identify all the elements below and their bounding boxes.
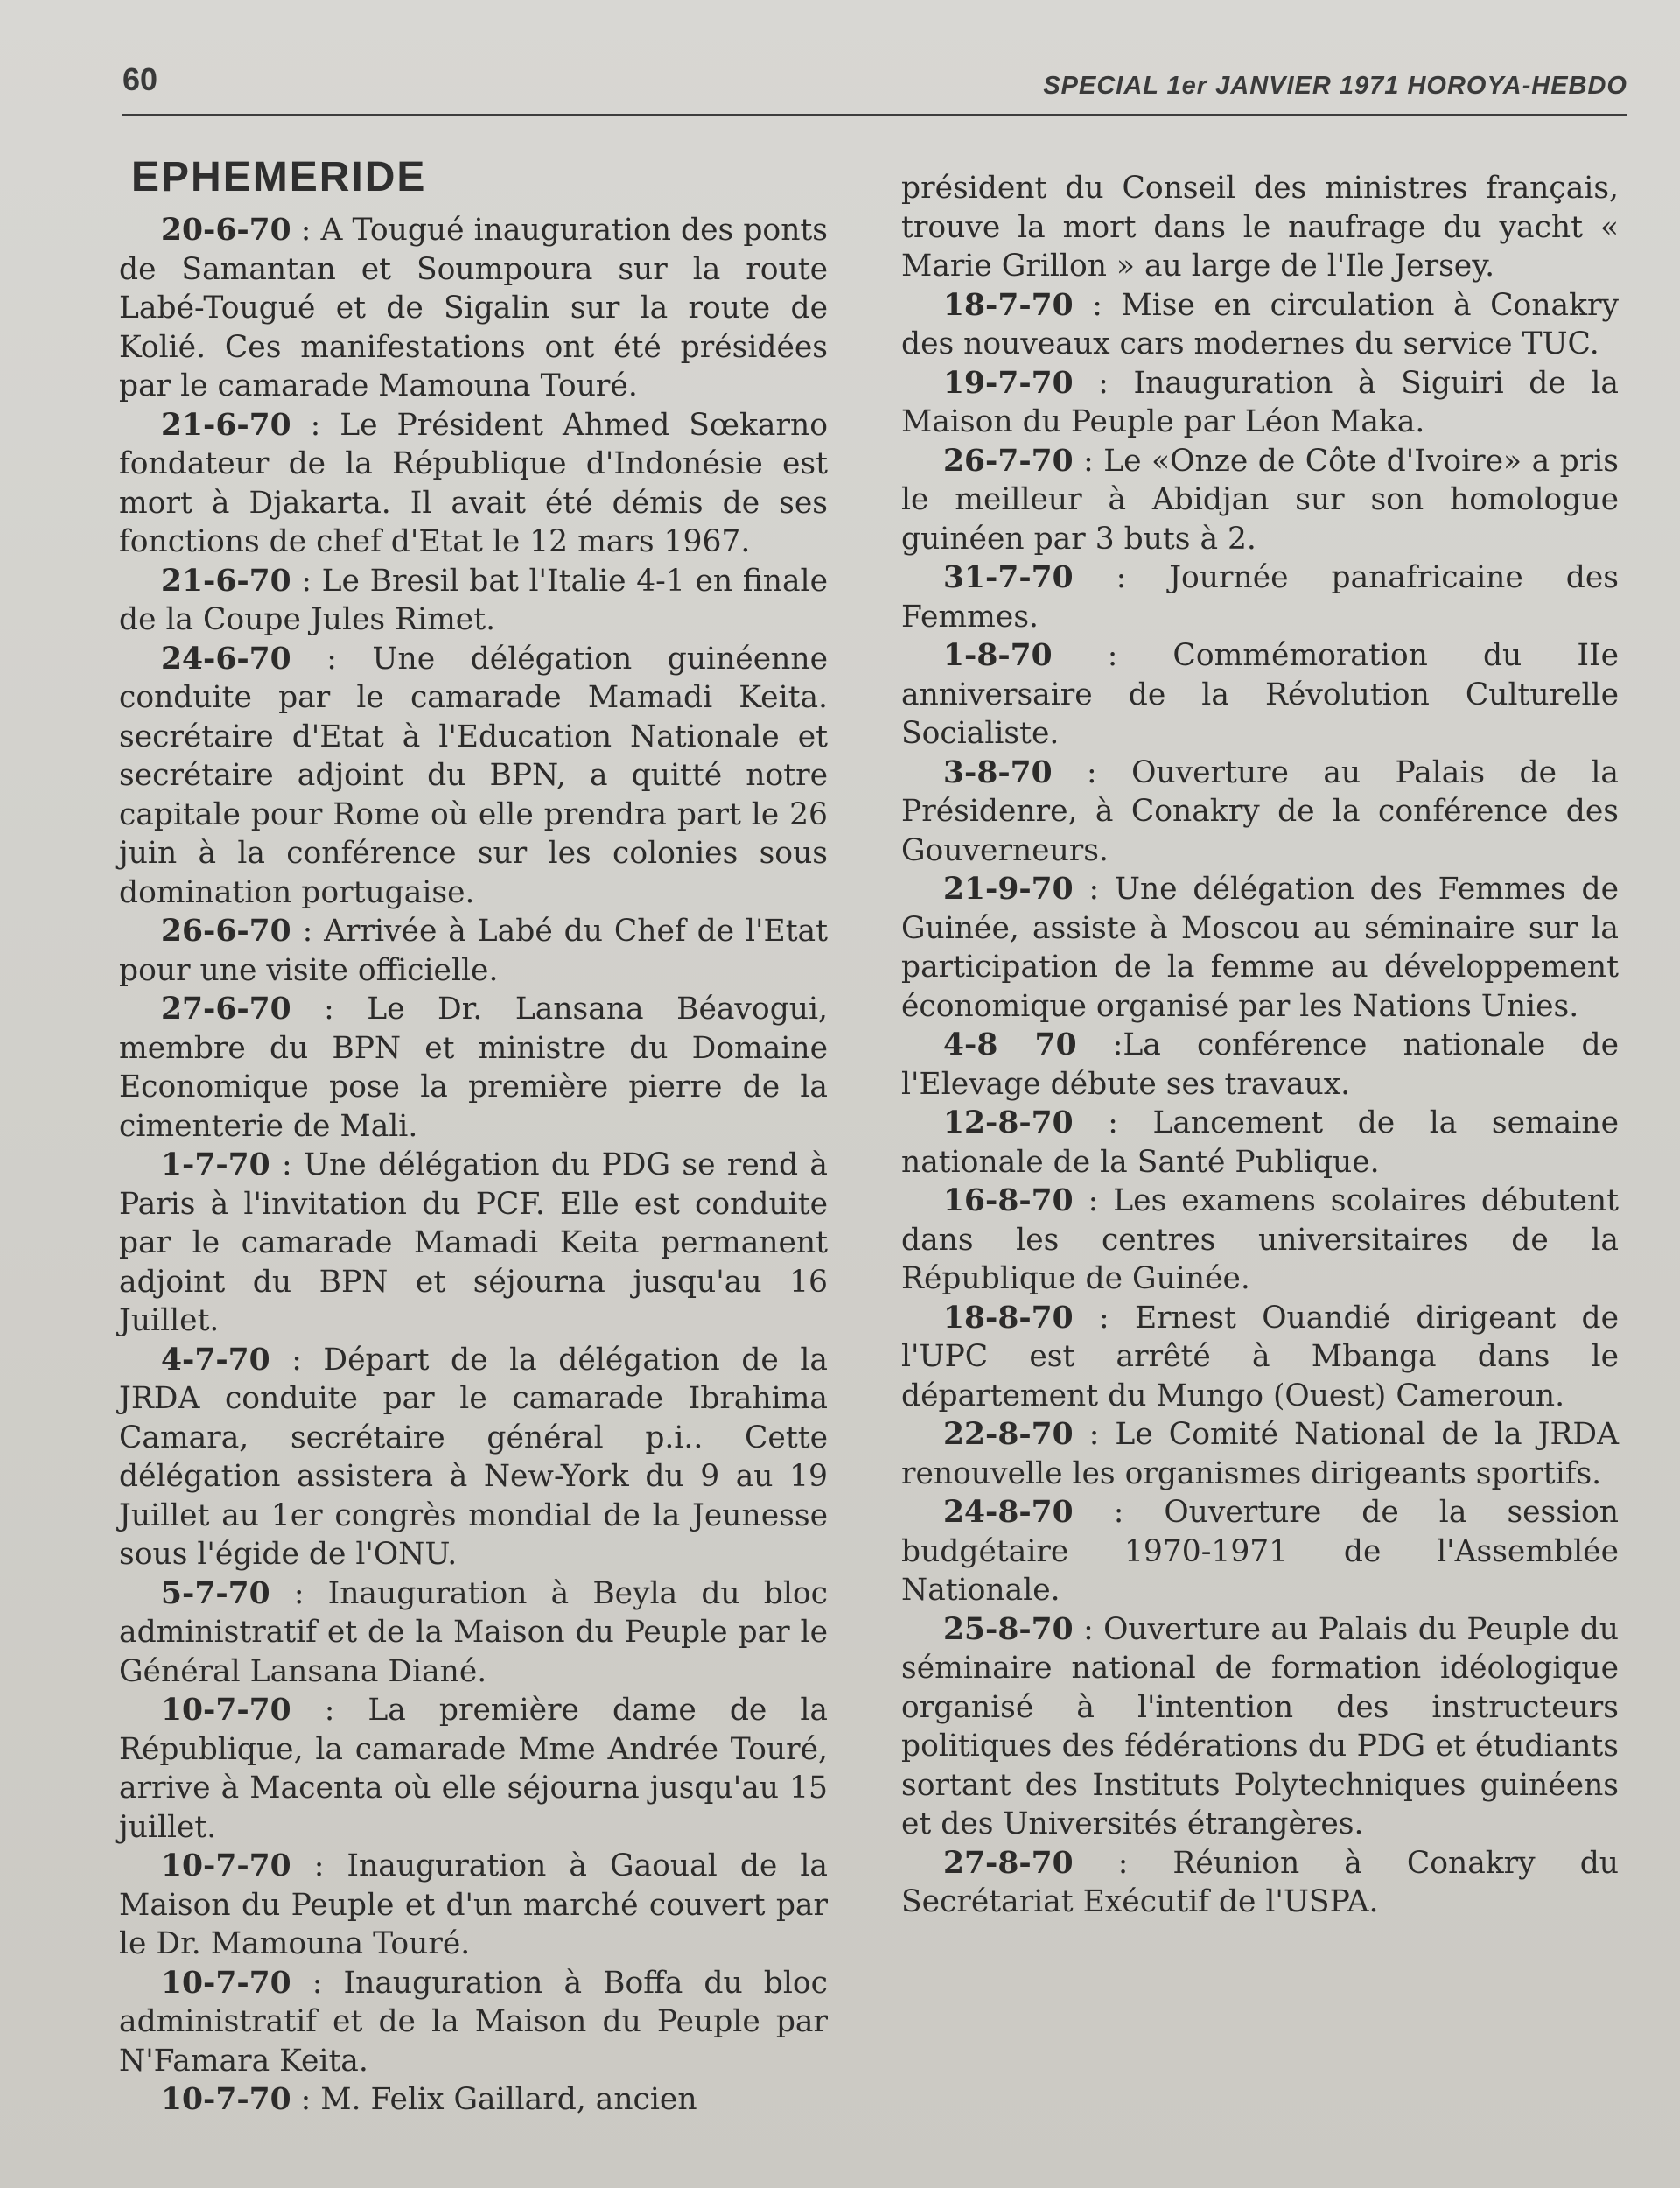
ephemeride-entry <box>901 1415 1619 1493</box>
ephemeride-entry <box>901 1610 1619 1844</box>
entry-text: : Réunion à Conakry du Secrétariat Exécutif de l'USPA. <box>901 1845 1619 1919</box>
ephemeride-entry <box>901 364 1619 442</box>
entry-date: 21-6-70 <box>161 407 291 443</box>
entry-text: : M. Felix Gaillard, ancien <box>290 2082 697 2117</box>
entry-text: : Ouverture de la session budgétaire 1970-1971 de l'Assemblée Nationale. <box>901 1495 1619 1608</box>
page-number: 60 <box>122 61 158 97</box>
entry-text: : Le Dr. Lansana Béavogui, membre du BPN et ministre du Domaine Economique pose la première pierre de la cimenterie de Mali. <box>119 992 828 1144</box>
entry-text: : La première dame de la République, la camarade Mme Andrée Touré, arrive à Macenta où elle séjourna jusqu'au 15 juillet. <box>119 1693 828 1845</box>
ephemeride-entry <box>901 558 1619 636</box>
entry-text: : Mise en circulation à Conakry des nouveaux cars modernes du service TUC. <box>901 287 1619 361</box>
ephemeride-entry <box>119 1964 828 2081</box>
entry-date: 19-7-70 <box>943 365 1074 401</box>
entry-date: 16-8-70 <box>943 1183 1074 1218</box>
ephemeride-entry <box>901 1104 1619 1182</box>
right-column <box>901 169 1619 1922</box>
ephemeride-entry <box>901 1299 1619 1416</box>
ephemeride-entry <box>901 169 1619 286</box>
entry-text: : Ouverture au Palais de la Présidenre, à Conakry de la conférence des Gouverneurs. <box>901 754 1619 868</box>
entry-date: 3-8-70 <box>943 754 1053 790</box>
entry-text: : Lancement de la semaine nationale de la Santé Publique. <box>901 1105 1619 1180</box>
ephemeride-entry <box>901 1026 1619 1104</box>
ephemeride-entry <box>901 442 1619 559</box>
entry-text: : Arrivée à Labé du Chef de l'Etat pour une visite officielle. <box>119 914 828 988</box>
entry-date: 20-6-70 <box>161 213 291 248</box>
entry-date: 24-6-70 <box>161 641 291 677</box>
entry-text: : Le Président Ahmed Sœkarno fondateur de la République d'Indonésie est mort à Djakarta. Il avait été démis de ses fonctions de chef d'Etat le 12 mars 1967. <box>119 407 828 559</box>
entry-date: 27-8-70 <box>943 1845 1074 1881</box>
entry-date: 5-7-70 <box>161 1575 270 1611</box>
entry-text: : Une délégation du PDG se rend à Paris à l'invitation du PCF. Elle est conduite par le camarade Mamadi Keita permanent adjoint du BPN et séjourna jusqu'au 16 Juillet. <box>119 1147 828 1338</box>
ephemeride-entry <box>119 640 828 913</box>
entry-text: : Commémoration du IIe anniversaire de la Révolution Culturelle Socialiste. <box>901 638 1619 751</box>
ephemeride-entry <box>119 211 828 406</box>
publication-title: SPECIAL 1er JANVIER 1971 HOROYA-HEBDO <box>1043 72 1628 100</box>
entry-text: : Inauguration à Gaoual de la Maison du Peuple et d'un marché couvert par le Dr. Mamouna Touré. <box>119 1848 828 1961</box>
entry-date: 27-6-70 <box>161 992 291 1027</box>
entry-text: : Une délégation guinéenne conduite par le camarade Mamadi Keita. secrétaire d'Etat à l'Education Nationale et secrétaire adjoint du BPN, a quitté notre capitale pour Rome où elle prendra part le 26 juin à la conférence sur les colonies sous domination portugaise. <box>119 641 828 910</box>
entry-date: 10-7-70 <box>161 2082 291 2117</box>
entry-date: 21-9-70 <box>943 872 1074 907</box>
entry-date: 24-8-70 <box>943 1495 1074 1530</box>
entry-date: 4-7-70 <box>161 1342 270 1378</box>
entry-date: 31-7-70 <box>943 560 1074 595</box>
entry-date: 12-8-70 <box>943 1105 1074 1140</box>
ephemeride-entry <box>901 754 1619 871</box>
entry-date: 18-8-70 <box>943 1300 1074 1336</box>
ephemeride-entry <box>119 1341 828 1574</box>
ephemeride-entry <box>119 1691 828 1847</box>
entry-text: :La conférence nationale de l'Elevage débute ses travaux. <box>901 1027 1619 1102</box>
ephemeride-entry <box>901 286 1619 364</box>
ephemeride-entry <box>901 1844 1619 1922</box>
ephemeride-entry <box>119 562 828 640</box>
entry-date: 4-8 70 <box>943 1027 1077 1062</box>
entry-date: 1-8-70 <box>943 638 1053 673</box>
section-title: EPHEMERIDE <box>131 154 427 200</box>
entry-date: 21-6-70 <box>161 563 291 599</box>
entry-text: : Le «Onze de Côte d'Ivoire» a pris le meilleur à Abidjan sur son homologue guinéen par 3 buts à 2. <box>901 443 1619 557</box>
entry-text: : Ernest Ouandié dirigeant de l'UPC est arrêté à Mbanga dans le département du Mungo (Ouest) Cameroun. <box>901 1300 1619 1413</box>
ephemeride-entry <box>119 990 828 1146</box>
ephemeride-entry <box>901 1493 1619 1610</box>
ephemeride-entry <box>119 406 828 562</box>
ephemeride-entry <box>119 2080 828 2120</box>
entry-text: : Inauguration à Boffa du bloc administratif et de la Maison du Peuple par N'Famara Keita. <box>119 1965 828 2079</box>
ephemeride-entry <box>119 1847 828 1964</box>
entry-text: : A Tougué inauguration des ponts de Samantan et Soumpoura sur la route Labé-Tougué et de Sigalin sur la route de Kolié. Ces manifestations ont été présidées par le camarade Mamouna Touré. <box>119 213 828 403</box>
entry-date: 10-7-70 <box>161 1693 291 1728</box>
entry-text: : Départ de la délégation de la JRDA conduite par le camarade Ibrahima Camara, secrétaire général p.i.. Cette délégation assistera à New-York du 9 au 19 Juillet au 1er congrès mondial de la Jeunesse sous l'égide de l'ONU. <box>119 1342 828 1572</box>
entry-date: 10-7-70 <box>161 1965 291 2001</box>
entry-date: 26-6-70 <box>161 914 291 949</box>
entry-text: : Ouverture au Palais du Peuple du séminaire national de formation idéologique organisé à l'intention des instructeurs politiques des fédérations du PDG et étudiants sortant des Instituts Polytechniques guinéens et des Universités étrangères. <box>901 1611 1619 1841</box>
entry-date: 22-8-70 <box>943 1417 1074 1452</box>
entry-date: 18-7-70 <box>943 287 1074 323</box>
entry-text: : Inauguration à Siguiri de la Maison du Peuple par Léon Maka. <box>901 365 1619 439</box>
entry-date: 25-8-70 <box>943 1611 1074 1647</box>
entry-date: 26-7-70 <box>943 443 1074 479</box>
header-rule <box>122 114 1628 116</box>
entry-text: : Le Comité National de la JRDA renouvelle les organismes dirigeants sportifs. <box>901 1417 1619 1491</box>
entry-date: 10-7-70 <box>161 1848 291 1883</box>
ephemeride-entry <box>901 1182 1619 1299</box>
ephemeride-entry <box>119 912 828 990</box>
entry-text: : Les examens scolaires débutent dans les centres universitaires de la République de Guinée. <box>901 1183 1619 1296</box>
ephemeride-entry <box>119 1574 828 1692</box>
left-column <box>119 211 828 2120</box>
ephemeride-entry <box>119 1146 828 1341</box>
entry-text: : Inauguration à Beyla du bloc administratif et de la Maison du Peuple par le Général Lansana Diané. <box>119 1575 828 1689</box>
ephemeride-entry <box>901 636 1619 754</box>
entry-date: 1-7-70 <box>161 1147 270 1182</box>
entry-text: : Une délégation des Femmes de Guinée, assiste à Moscou au séminaire sur la participation de la femme au développement économique organisé par les Nations Unies. <box>901 872 1619 1024</box>
entry-text: président du Conseil des ministres français, trouve la mort dans le naufrage du yacht « Marie Grillon » au large de l'Ile Jersey. <box>901 171 1619 284</box>
ephemeride-entry <box>901 870 1619 1026</box>
entry-text: : Le Bresil bat l'Italie 4-1 en finale de la Coupe Jules Rimet. <box>119 563 828 637</box>
entry-text: : Journée panafricaine des Femmes. <box>901 560 1619 635</box>
